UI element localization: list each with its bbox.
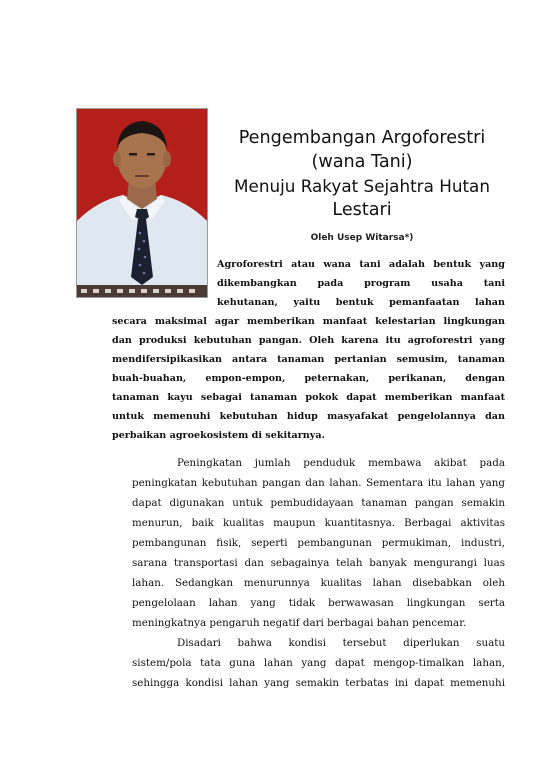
abstract-line: dikembangkan pada program usaha tani [217,278,505,289]
body-line: sistem/pola tata guna lahan yang dapat mengop-timalkan lahan, [132,657,505,669]
title-line: Lestari [332,200,392,220]
abstract-line: tanaman kayu sebagai tanaman pokok dapat memberikan manfaat [112,392,505,403]
abstract-line: perbaikan agroekosistem di sekitarnya. [112,430,325,441]
abstract-line: dan produksi kebutuhan pangan. Oleh karena itu agroforestri yang [112,335,505,346]
author-byline: Oleh Usep Witarsa*) [310,233,414,243]
body-line: pengelolaan lahan yang tidak berwawasan lingkungan serta [132,597,505,609]
body-line: peningkatan kebutuhan pangan dan lahan. Sementara itu lahan yang [132,477,505,489]
title-line: (wana Tani) [311,152,413,172]
body-line: menurun, baik kualitas maupun kuantitasnya. Berbagai aktivitas [132,517,505,529]
abstract-line: kehutanan, yaitu bentuk pemanfaatan lahan [217,297,505,308]
body-line: sehingga kondisi lahan yang semakin terbatas ini dapat memenuhi [132,677,505,689]
body-line: pembangunan fisik, seperti pembangunan permukiman, industri, [132,537,505,549]
abstract-line: secara maksimal agar memberikan manfaat kelestarian lingkungan [112,316,505,327]
abstract-line: buah-buahan, empon-empon, peternakan, perikanan, dengan [112,373,505,384]
body-line: lahan. Sedangkan menurunnya kualitas lahan disebabkan oleh [132,577,505,589]
abstract-line: mendifersipikasikan antara tanaman pertanian semusim, tanaman [112,354,505,365]
body-line: Peningkatan jumlah penduduk membawa akibat pada [177,457,505,469]
body-line: Disadari bahwa kondisi tersebut diperlukan suatu [177,637,505,649]
body-line: sarana transportasi dan sebagainya telah banyak mengurangi luas [132,557,505,569]
article-title [212,126,512,222]
body-line: meningkatnya pengaruh negatif dari berbagai bahan pencemar. [132,617,467,629]
abstract-line: Agroforestri atau wana tani adalah bentuk yang [217,259,505,270]
abstract-line: untuk memenuhi kebutuhan hidup masyafakat pengelolannya dan [112,411,505,422]
body-line: dapat digunakan untuk pembudidayaan tanaman pangan semakin [132,497,505,509]
title-line: Menuju Rakyat Sejahtra Hutan [234,176,490,196]
title-line: Pengembangan Argoforestri [238,128,486,148]
portrait-image [77,109,207,297]
author-photo [76,108,208,298]
